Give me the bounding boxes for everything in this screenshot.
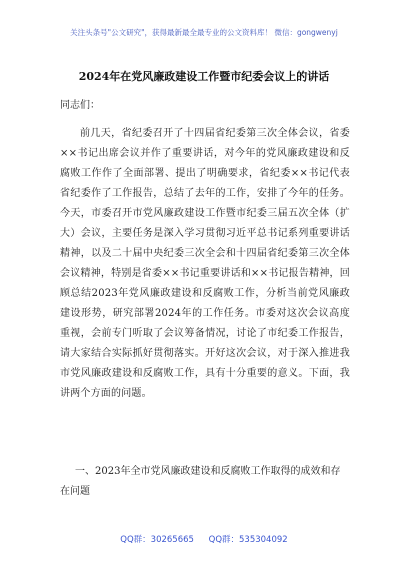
document-title: 2024年在党风廉政建设工作暨市纪委会议上的讲话 (78, 70, 330, 83)
paragraph: 前几天，省纪委召开了十四届省纪委第三次全体会议，省委××书记出席会议并作了重要讲话，对今年的党风廉政建设和反腐败工作作了全面部署、提出了明确要求，省纪委××书记代表省纪委作了工作报告，总结了去年的工作，安排了今年的任务。今天，市委召开市党风廉政建设工作暨市纪委三届五次全体（扩大）会议，主要任务是深入学习贯彻习近平总书记系列重要讲话精神，以及二十届中央纪委三次全会和十四届省纪委第三次全体会议精神，特别是省委××书记重要讲话和××书记报告精神，回顾总结2023年党风廉政建设和反腐败工作，分析当前党风廉政建设形势，研究部署2024年的工作任务。市委对这次会议高度重视，会前专门听取了会议筹备情况，讨论了市纪委工作报告，请大家结合实际抓好贯彻落实。开好这次会议，对于深入推进我市党风廉政建设和反腐败工作，具有十分重要的意义。下面，我讲两个方面的问题。 (60, 128, 350, 399)
footer (0, 533, 408, 545)
qq-group-2: QQ群：535304092 (208, 535, 288, 545)
qq-group-1: QQ群：30265665 (120, 535, 194, 545)
promo-banner: 关注头条号"公文研究"，获得最新最全最专业的公文资料库！ 微信：gongwenyj (70, 28, 338, 37)
section-heading: 一、2023年全市党风廉政建设和反腐败工作取得的成效和存在问题 (60, 466, 341, 497)
salutation: 同志们： (60, 100, 100, 111)
document-body (60, 124, 350, 404)
